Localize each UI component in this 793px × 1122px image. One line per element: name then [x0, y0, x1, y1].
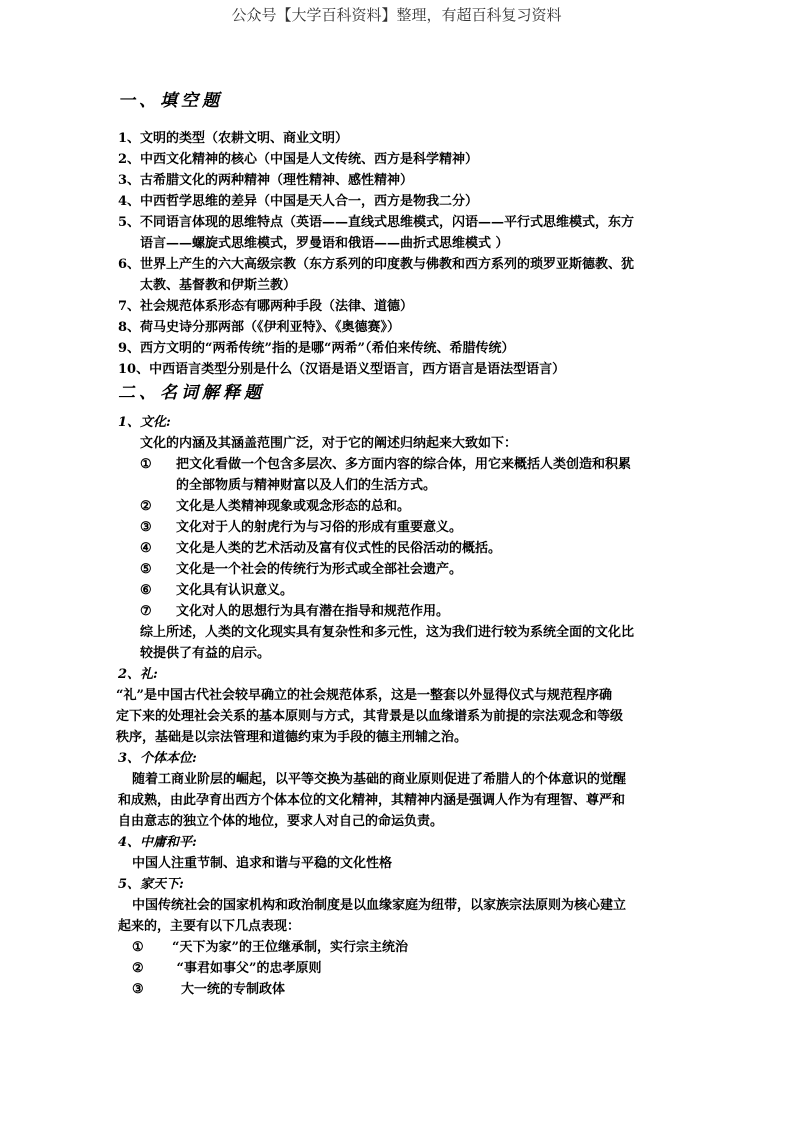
- term-summary: 综上所述，人类的文化现实具有复杂性和多元性，这为我们进行较为系统全面的文化比 较提供了有益的启示。: [140, 625, 635, 661]
- term-paragraph: “礼”是中国古代社会较早确立的社会规范体系，这是一整套以外显得仪式与规范程序确 定下来的处理社会关系的基本原则与方式，其背景是以血缘谱系为前提的宗法观念和等级 秩序，基础是以宗法管理和道德约束为手段的德主刑辅之治。: [116, 688, 624, 745]
- list-item: 4、中西哲学思维的差异（中国是天人合一，西方是物我二分）: [118, 194, 479, 209]
- enum-item: ③ 大一统的专制政体: [132, 982, 286, 997]
- term-intro: 文化的内涵及其涵盖范围广泛，对于它的阐述归纳起来大致如下：: [140, 436, 518, 451]
- list-item: 10、中西语言类型分别是什么（汉语是语义型语言，西方语言是语法型语言）: [118, 362, 566, 377]
- enum-item: ① “天下为家”的王位继承制，实行宗主统治: [132, 940, 408, 955]
- term-paragraph: 中国人注重节制、追求和谐与平稳的文化性格: [132, 856, 393, 871]
- term-label: 1、文化:: [118, 415, 171, 430]
- enum-item: ② 文化是人类精神现象或观念形态的总和。: [140, 499, 411, 514]
- term-label: 3、个体本位:: [118, 751, 197, 766]
- document-body: [118, 88, 678, 1000]
- enum-item: ④ 文化是人类的艺术活动及富有仪式性的民俗活动的概括。: [140, 541, 502, 556]
- term-label: 2、礼:: [118, 667, 158, 682]
- list-item: 8、荷马史诗分那两部（《伊利亚特》、《奥德赛》）: [118, 320, 401, 335]
- term-li: [118, 664, 678, 748]
- term-individual: [118, 748, 678, 832]
- term-label: 4、中庸和平:: [118, 835, 197, 850]
- section-title-term-explanation: 二、名词解释题: [118, 383, 265, 403]
- section-title-fill-blank: 一、填空题: [118, 91, 223, 111]
- term-paragraph: 中国传统社会的国家机构和政治制度是以血缘家庭为纽带，以家族宗法原则为核心建立 起来的，主要有以下几点表现：: [118, 898, 627, 934]
- list-item: 3、古希腊文化的两种精神（理性精神、感性精神）: [118, 173, 414, 188]
- list-item: 2、中西文化精神的核心（中国是人文传统、西方是科学精神）: [118, 152, 479, 167]
- list-item: 9、西方文明的“两希传统”指的是哪“两希”（希伯来传统、希腊传统）: [118, 341, 515, 356]
- list-item: 1、文明的类型（农耕文明、商业文明）: [118, 131, 349, 146]
- term-culture: [118, 412, 678, 664]
- enum-item: ① 把文化看做一个包含多层次、多方面内容的综合体，用它来概括人类创造和积累 的全部物质与精神财富以及人们的生活方式。: [140, 457, 632, 493]
- enum-item: ⑦ 文化对人的思想行为具有潜在指导和规范作用。: [140, 604, 450, 619]
- fill-blank-list: [118, 128, 678, 380]
- term-jiatianxia: [118, 874, 678, 1000]
- list-item: 6、世界上产生的六大高级宗教（东方系列的印度教与佛教和西方系列的琐罗亚斯德教、犹 太教、基督教和伊斯兰教）: [118, 257, 635, 293]
- list-item: 7、社会规范体系形态有哪两种手段（法律、道德）: [118, 299, 414, 314]
- term-label: 5、家天下:: [118, 877, 184, 892]
- enum-item: ② “事君如事父”的忠孝原则: [132, 961, 322, 976]
- term-zhongyong: [118, 832, 678, 874]
- enum-item: ③ 文化对于人的射虎行为与习俗的形成有重要意义。: [140, 520, 463, 535]
- enum-item: ⑤ 文化是一个社会的传统行为形式或全部社会遗产。: [140, 562, 463, 577]
- list-item: 5、不同语言体现的思维特点（英语——直线式思维模式，闪语——平行式思维模式，东方 语言——螺旋式思维模式，罗曼语和俄语——曲折式思维模式 ）: [118, 215, 635, 251]
- term-paragraph: 随着工商业阶层的崛起，以平等交换为基础的商业原则促进了希腊人的个体意识的觉醒 和成熟，由此孕育出西方个体本位的文化精神，其精神内涵是强调人作为有理智、尊严和 自由意志的独立个体的地位，要求人对自己的命运负责。: [118, 772, 627, 829]
- enum-item: ⑥ 文化具有认识意义。: [140, 583, 294, 598]
- page-header: 公众号【大学百科资料】整理，有超百科复习资料: [231, 6, 562, 24]
